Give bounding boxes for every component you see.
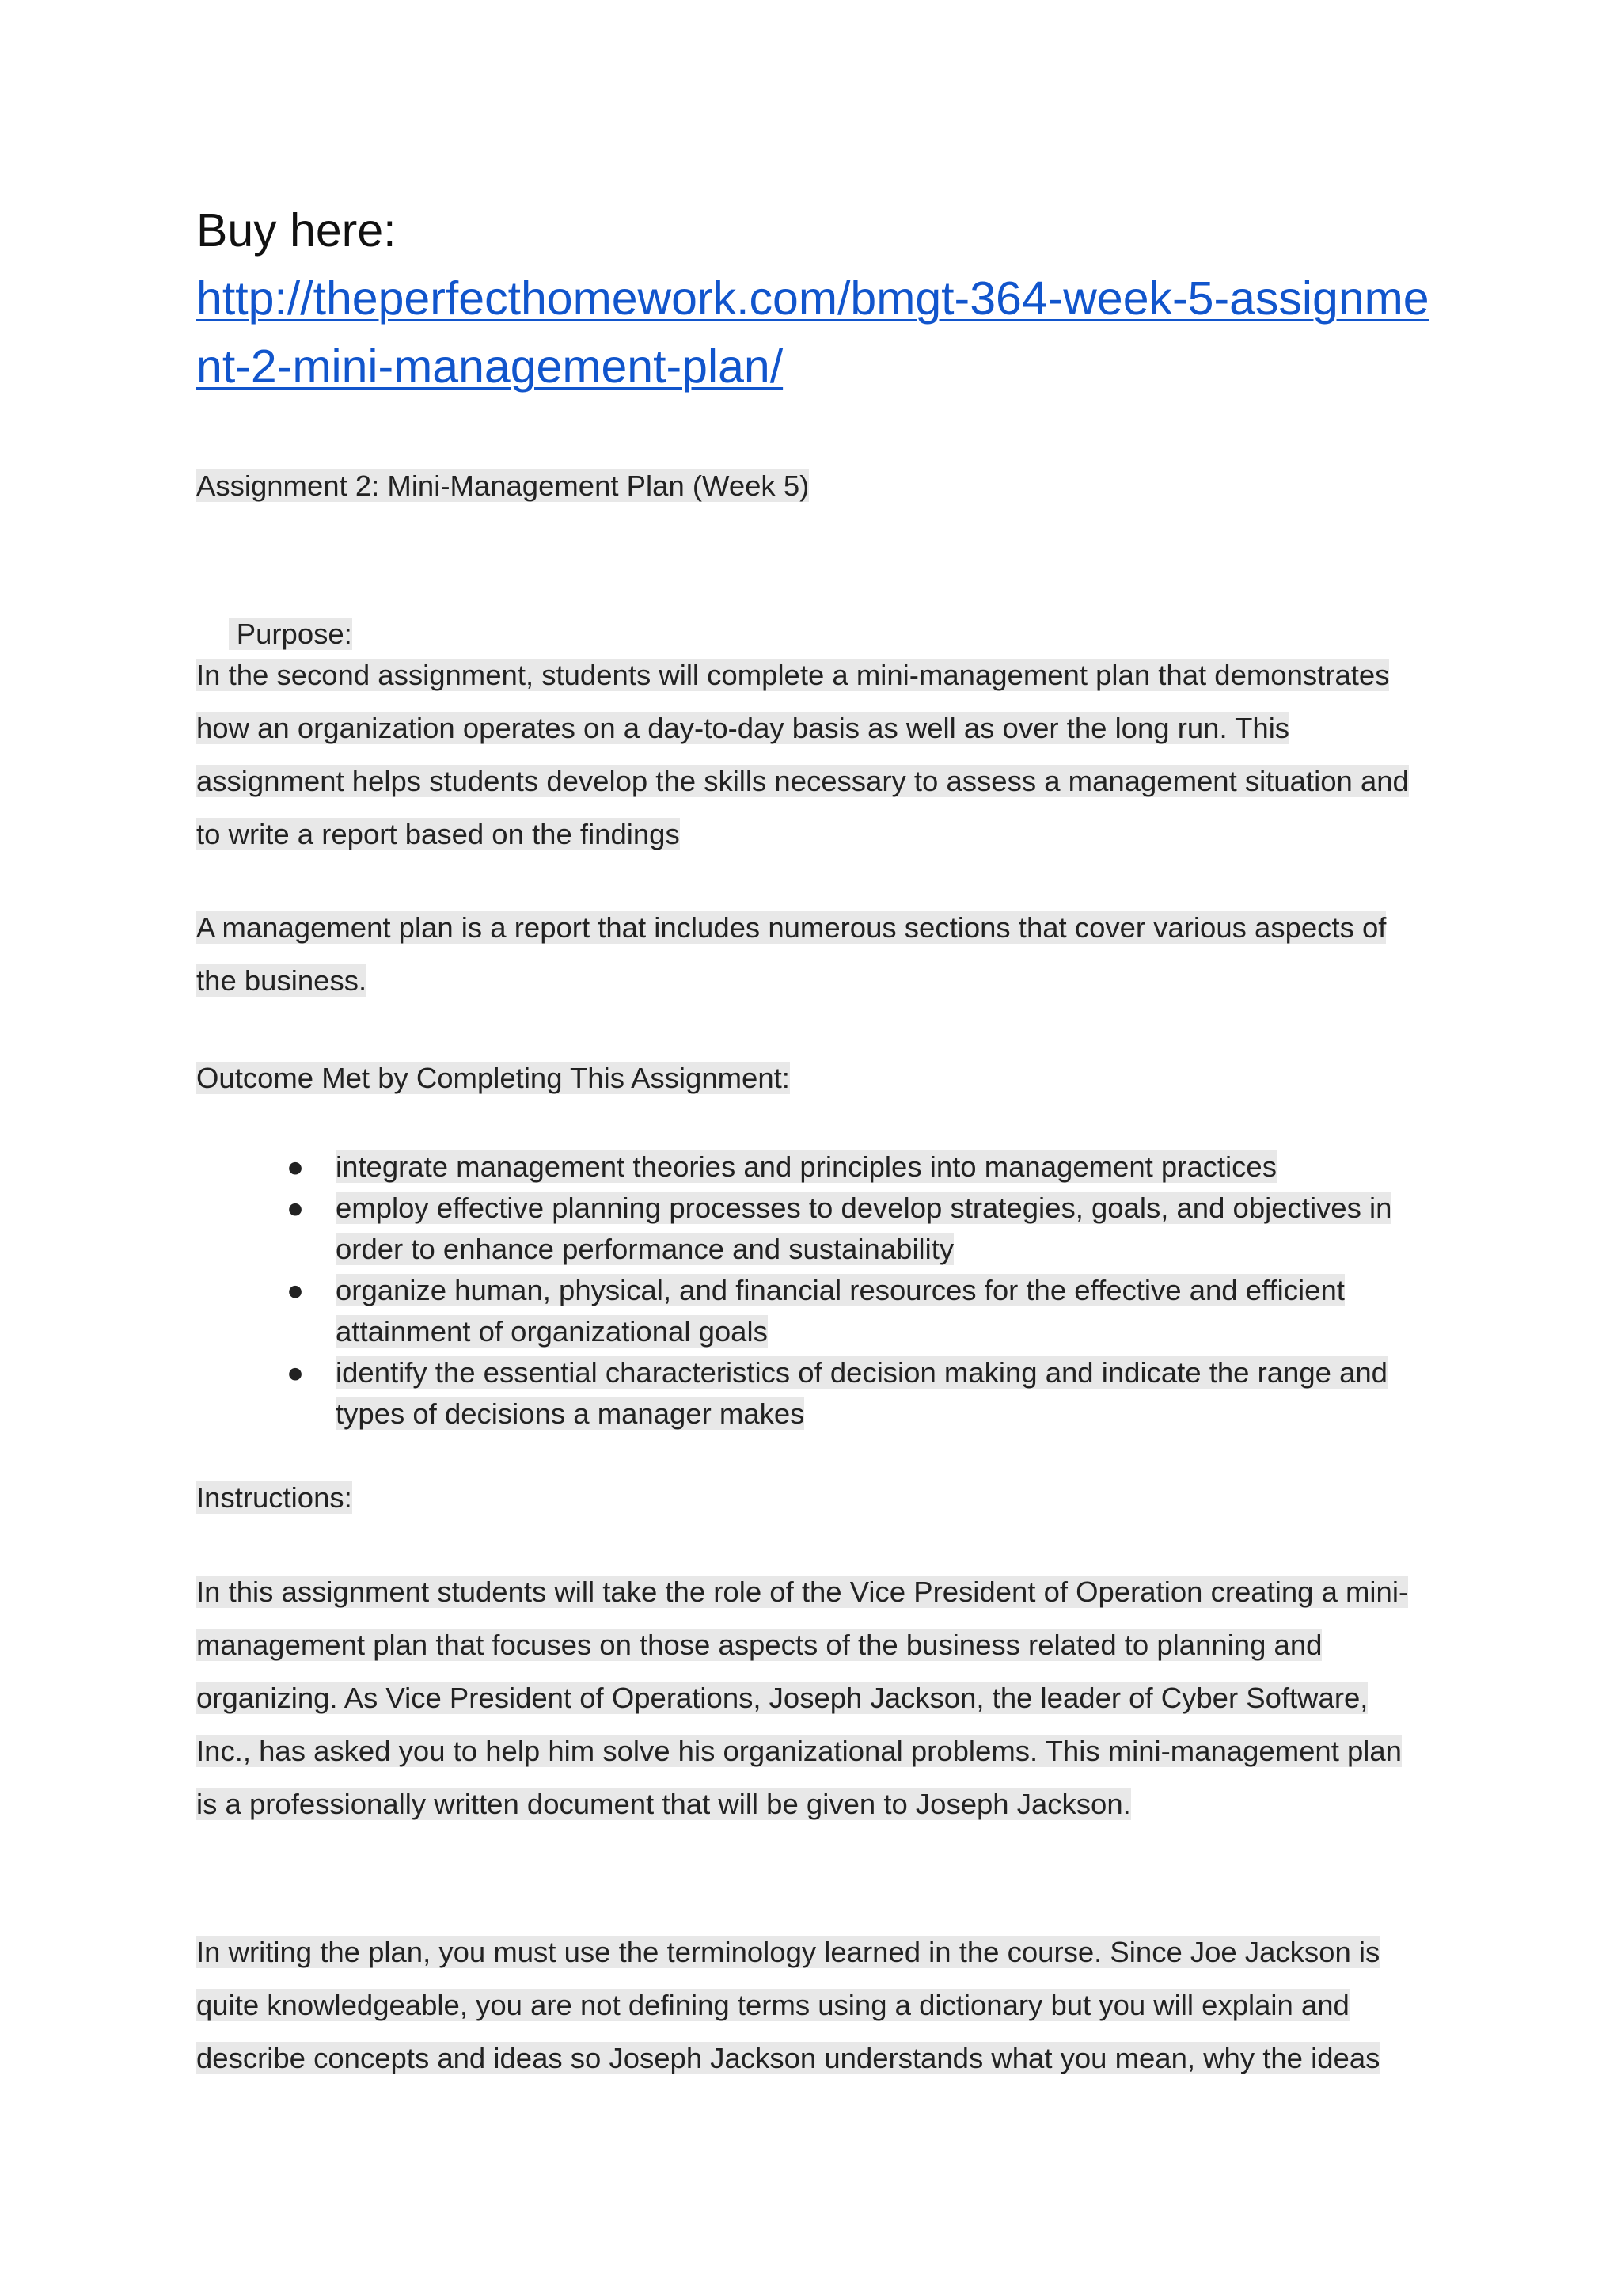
purpose-label-text: Purpose: <box>228 618 352 650</box>
purpose-paragraph <box>196 648 1431 861</box>
instructions-paragraph-2 <box>196 1925 1447 2085</box>
buy-link[interactable]: http://theperfecthomework.com/bmgt-364-week-5-assignment-2-mini-management-plan/ <box>196 272 1429 393</box>
bullet-icon: ● <box>287 1150 305 1183</box>
instructions-paragraph-1-text: In this assignment students will take the role of the Vice President of Operation creating a mini-management plan that focuses on those aspects of the business related to planning and organizing. As Vice President of Operations, Joseph Jackson, the leader of Cyber Software, Inc., has asked you to help him solve his organizational problems. This mini-management plan is a professionally written document that will be given to Joseph Jackson. <box>196 1576 1409 1820</box>
instructions-paragraph-2-text: In writing the plan, you must use the terminology learned in the course. Since Joe Jackson is quite knowledgeable, you are not defining terms using a dictionary but you will explain and describe concepts and ideas so Joseph Jackson understands what you mean, why the ideas <box>196 1936 1380 2074</box>
outcome-item <box>196 1270 1463 1352</box>
purpose-paragraph-text: In the second assignment, students will complete a mini-management plan that demonstrates how an organization operates on a day-to-day basis as well as over the long run. This assignment helps students develop the skills necessary to assess a management situation and to write a report based on the findings <box>196 659 1409 850</box>
outcome-item <box>196 1352 1463 1435</box>
assignment-title <box>196 459 1447 512</box>
outcome-item-text: integrate management theories and principles into management practices <box>336 1150 1277 1183</box>
outcome-label <box>196 1051 1447 1104</box>
outcome-item <box>196 1146 1463 1188</box>
outcome-item-text: employ effective planning processes to develop strategies, goals, and objectives in order to enhance performance and sustainability <box>336 1192 1392 1265</box>
bullet-icon: ● <box>287 1274 305 1306</box>
outcomes-list <box>196 1146 1463 1435</box>
management-plan-paragraph-text: A management plan is a report that includes numerous sections that cover various aspects of the business. <box>196 911 1387 997</box>
bullet-icon: ● <box>287 1356 305 1389</box>
bullet-icon: ● <box>287 1192 305 1224</box>
management-plan-paragraph <box>196 901 1415 1007</box>
instructions-label-text: Instructions: <box>196 1481 352 1514</box>
instructions-paragraph-1 <box>196 1565 1415 1830</box>
outcome-item <box>196 1188 1463 1270</box>
assignment-title-text: Assignment 2: Mini-Management Plan (Week 5) <box>196 469 810 502</box>
outcome-item-text: identify the essential characteristics of decision making and indicate the range and types of decisions a manager makes <box>336 1356 1388 1430</box>
outcome-label-text: Outcome Met by Completing This Assignment: <box>196 1062 790 1094</box>
outcome-item-text: organize human, physical, and financial resources for the effective and efficient attainment of organizational goals <box>336 1274 1345 1348</box>
buy-here-heading: Buy here: <box>196 204 397 257</box>
instructions-label <box>196 1471 1447 1524</box>
